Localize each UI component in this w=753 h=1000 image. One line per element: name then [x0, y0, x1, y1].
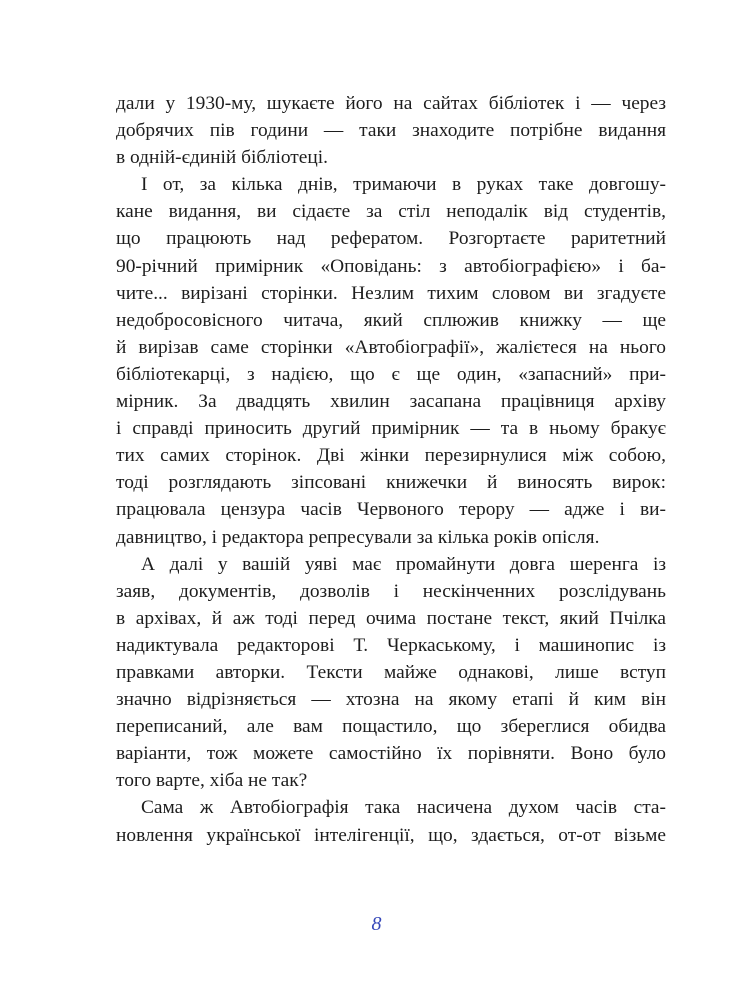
text-line: мірник. За двадцять хвилин засапана працівниця архіву — [116, 391, 666, 413]
text-line: надиктувала редакторові Т. Черкаському, і машинопис із — [116, 634, 666, 656]
text-line: і справді приносить другий примірник — та в ньому бракує — [116, 418, 666, 440]
text-line: в одній-єдиній бібліотеці. — [116, 147, 328, 169]
text-line: варіанти, тож можете самостійно їх порівняти. Воно було — [116, 743, 666, 765]
page-number: 8 — [371, 913, 382, 935]
paragraph — [116, 551, 666, 795]
text-line: тоді розглядають зіпсовані книжечки й виносять вирок: — [116, 472, 666, 494]
text-line: 90-річний примірник «Оповідань: з автобіографією» і ба- — [116, 255, 666, 277]
text-line: Сама ж Автобіографія така насичена духом часів ста- — [141, 797, 666, 819]
text-line: переписаний, але вам пощастило, що збереглися обидва — [116, 716, 666, 738]
text-line: в архівах, й аж тоді перед очима постане текст, який Пчілка — [116, 607, 666, 629]
body-text — [116, 90, 666, 849]
paragraph — [116, 90, 666, 171]
text-line: працювала цензура часів Червоного терору — адже і ви- — [116, 499, 666, 521]
text-line: тих самих сторінок. Дві жінки перезирнулися між собою, — [116, 445, 666, 467]
text-line: дали у 1930-му, шукаєте його на сайтах бібліотек і — через — [116, 93, 666, 114]
text-line: того варте, хіба не так? — [116, 770, 308, 792]
text-line: й вирізав саме сторінки «Автобіографії», жалієтеся на нього — [116, 336, 666, 358]
paragraph — [116, 794, 666, 848]
text-line: що працюють над рефератом. Розгортаєте раритетний — [116, 228, 666, 250]
text-line: значно відрізняється — хтозна на якому етапі й ким він — [116, 689, 666, 711]
text-line: недобросовісного читача, який сплюжив книжку — ще — [116, 309, 666, 331]
text-line: А далі у вашій уяві має промайнути довга шеренга із — [141, 553, 666, 575]
text-line: правками авторки. Тексти майже однакові, лише вступ — [116, 661, 666, 683]
text-line: бібліотекарці, з надією, що є ще один, «запасний» при- — [116, 363, 666, 385]
text-line: чите... вирізані сторінки. Незлим тихим словом ви згадуєте — [116, 282, 666, 304]
text-line: давництво, і редактора репресували за кілька років опісля. — [116, 526, 600, 548]
text-line: добрячих пів години — таки знаходите потрібне видання — [116, 120, 666, 142]
text-line: новлення української інтелігенції, що, здається, от-от візьме — [116, 824, 666, 846]
text-line: І от, за кілька днів, тримаючи в руках таке довгошу- — [141, 174, 666, 196]
text-line: кане видання, ви сідаєте за стіл неподалік від студентів, — [116, 201, 666, 223]
paragraph — [116, 171, 666, 550]
text-line: заяв, документів, дозволів і нескінченних розслідувань — [116, 580, 666, 602]
